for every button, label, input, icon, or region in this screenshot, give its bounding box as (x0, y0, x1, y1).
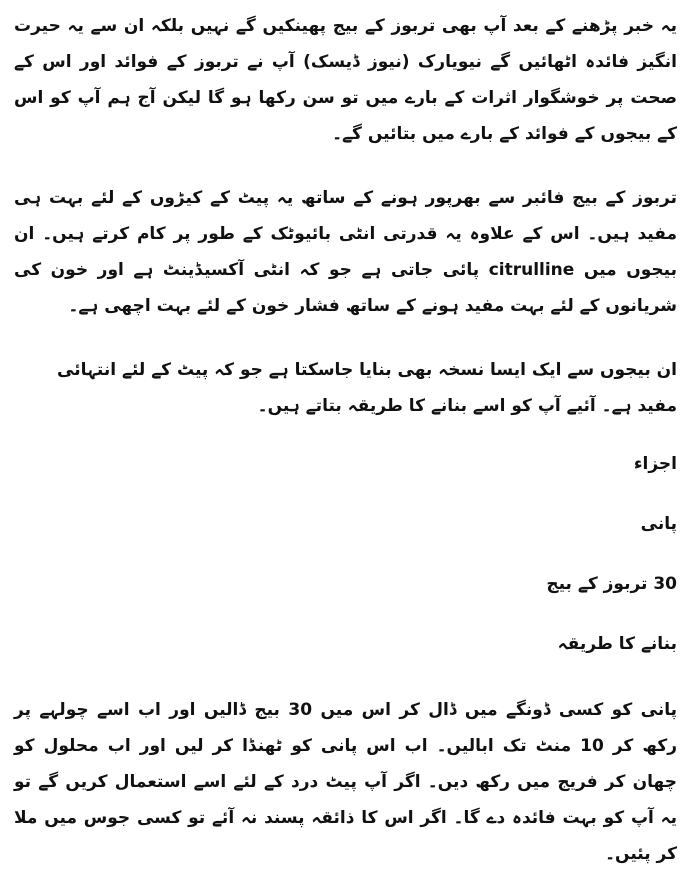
intro-paragraph: یہ خبر پڑھنے کے بعد آپ بھی تربوز کے بیج پھینکیں گے نہیں بلکہ ان سے یہ حیرت انگیز فائدہ اٹھائیں گے نیویارک (نیوز ڈیسک) آپ نے تربوز کے فوائد اور اس کے صحت پر خوشگوار اثرات کے بارے میں تو سن رکھا ہو گا لیکن آج ہم آپ کو اس کے بیجوں کے فوائد کے بارے میں بتائیں گے۔ (14, 16, 677, 144)
ingredients-heading: اجزاء (633, 454, 677, 474)
method-paragraph: پانی کو کسی ڈونگے میں ڈال کر اس میں 30 بیج ڈالیں اور اب اسے چولہے پر رکھ کر 10 منٹ تک ابالیں۔ اب اس پانی کو ٹھنڈا کر لیں اور اب محلول کو چھان کر فریج میں رکھ دیں۔ اگر آپ پیٹ درد کے لئے اسے استعمال کریں گے تو یہ آپ کو بہت فائدہ دے گا۔ اگر اس کا ذائقہ پسند نہ آئے تو کسی جوس میں ملا کر پئیں۔ (14, 700, 677, 864)
ingredient-seeds: 30 تربوز کے بیج (546, 574, 677, 594)
benefits-paragraph: تربوز کے بیج فائبر سے بھرپور ہونے کے ساتھ یہ پیٹ کے کیڑوں کے لئے بہت ہی مفید ہیں۔ اس کے علاوہ یہ قدرتی انٹی بائیوٹک کے طور پر کام کرتے ہیں۔ ان بیجوں میں citrulline پائی جاتی ہے جو کہ انٹی آکسیڈینٹ ہے اور خون کی شریانوں کے لئے بہت مفید ہونے کے ساتھ فشار خون کے لئے بہت اچھی ہے۔ (14, 188, 677, 316)
remedy-paragraph: ان بیجوں سے ایک ایسا نسخہ بھی بنایا جاسکتا ہے جو کہ پیٹ کے لئے انتہائی مفید ہے۔ آئیے آپ کو اسے بنانے کا طریقہ بتاتے ہیں۔ (57, 360, 677, 416)
ingredient-water: پانی (640, 514, 677, 534)
method-heading: بنانے کا طریقہ (557, 634, 677, 654)
